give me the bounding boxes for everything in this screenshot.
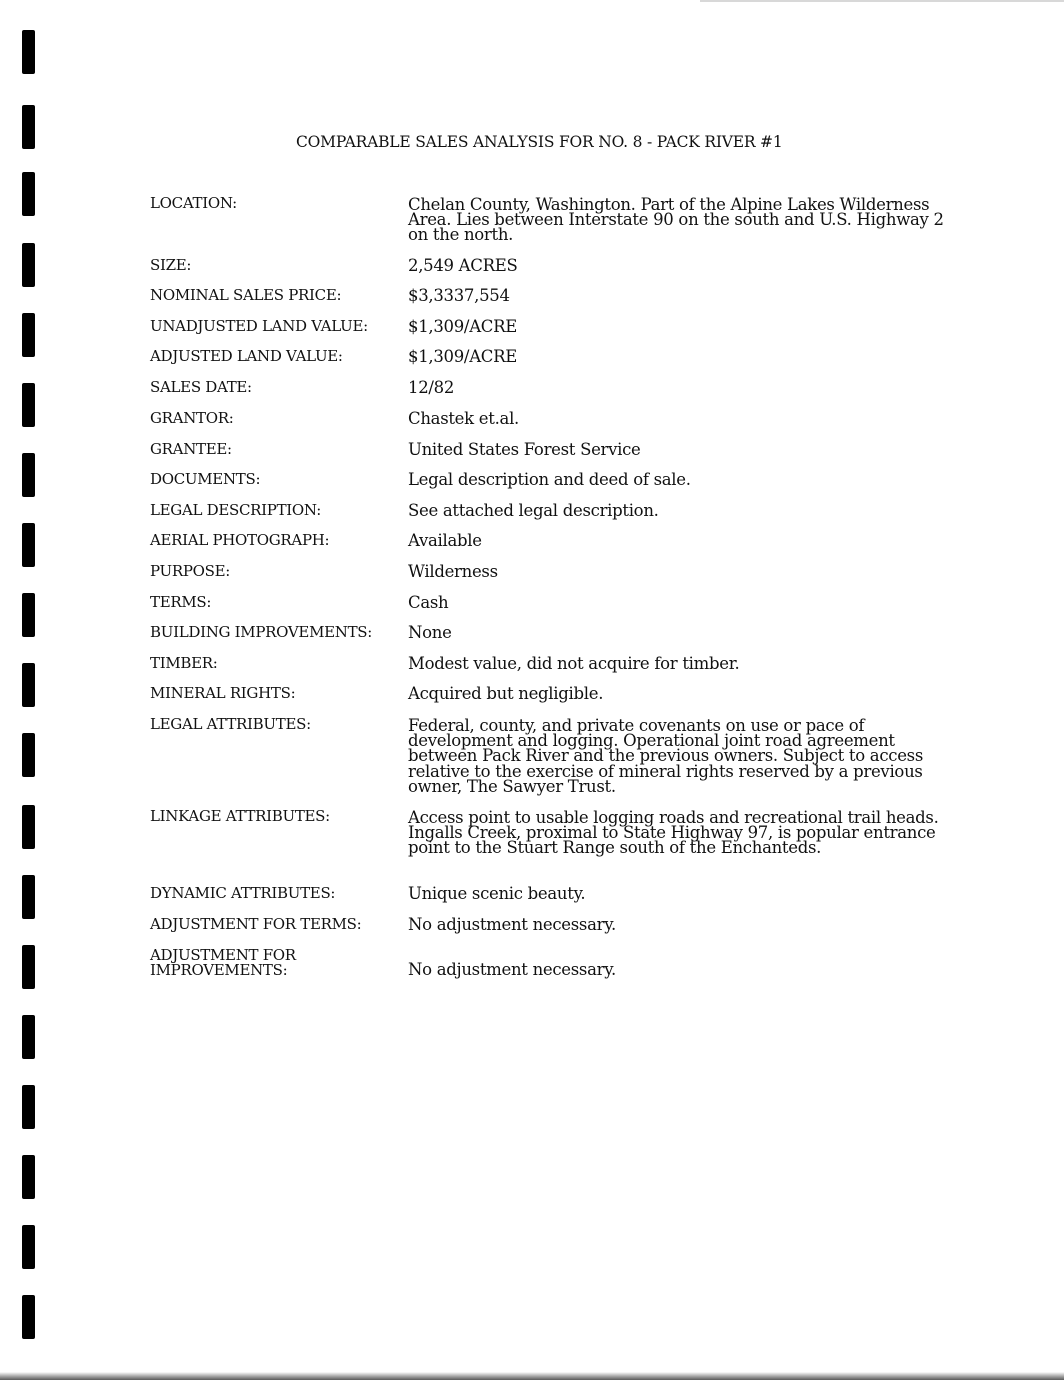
grantee-value: United States Forest Service <box>408 440 641 459</box>
legal-attributes-value: Federal, county, and private covenants on use or pace of development and logging. Operational joint road agreement between Pack River and the previous owners. Subject to access relative to the exercise of mineral rights reserved by a previous owner, The Sawyer Trust. <box>408 716 924 796</box>
linkage-attributes-label: LINKAGE ATTRIBUTES: <box>150 807 330 825</box>
binding-mark <box>22 30 35 74</box>
dynamic-attributes-value: Unique scenic beauty. <box>408 884 586 903</box>
unadjusted-land-value-label: UNADJUSTED LAND VALUE: <box>150 317 368 335</box>
binding-mark <box>22 875 35 919</box>
binding-mark <box>22 313 35 357</box>
timber-label: TIMBER: <box>150 654 218 672</box>
documents-label: DOCUMENTS: <box>150 470 261 488</box>
binding-mark <box>22 105 35 149</box>
sales-date-value: 12/82 <box>408 378 455 397</box>
adjusted-land-value-value: $1,309/ACRE <box>408 347 518 366</box>
binding-mark <box>22 945 35 989</box>
building-improvements-value: None <box>408 623 452 642</box>
adjustment-for-terms-label: ADJUSTMENT FOR TERMS: <box>150 915 362 933</box>
unadjusted-land-value-value: $1,309/ACRE <box>408 317 518 336</box>
terms-value: Cash <box>408 593 449 612</box>
binding-mark <box>22 1295 35 1339</box>
sales-date-label: SALES DATE: <box>150 378 252 396</box>
adjustment-for-improvements-label: ADJUSTMENT FOR IMPROVEMENTS: <box>150 946 296 979</box>
purpose-value: Wilderness <box>408 562 498 581</box>
building-improvements-label: BUILDING IMPROVEMENTS: <box>150 623 373 641</box>
binding-mark <box>22 663 35 707</box>
dynamic-attributes-label: DYNAMIC ATTRIBUTES: <box>150 884 336 902</box>
binding-mark <box>22 805 35 849</box>
adjustment-for-terms-value: No adjustment necessary. <box>408 915 617 934</box>
aerial-photograph-label: AERIAL PHOTOGRAPH: <box>150 531 330 549</box>
mineral-rights-value: Acquired but negligible. <box>408 684 604 703</box>
binding-mark <box>22 243 35 287</box>
mineral-rights-label: MINERAL RIGHTS: <box>150 684 296 702</box>
binding-mark <box>22 172 35 216</box>
documents-value: Legal description and deed of sale. <box>408 470 691 489</box>
location-value: Chelan County, Washington. Part of the Alpine Lakes Wilderness Area. Lies between Interstate 90 on the south and U.S. Highway 2 on the north. <box>408 195 944 245</box>
aerial-photograph-value: Available <box>408 531 482 550</box>
page-edge-top <box>700 0 1064 2</box>
size-value: 2,549 ACRES <box>408 256 518 275</box>
binding-mark <box>22 593 35 637</box>
location-label: LOCATION: <box>150 194 237 212</box>
binding-mark <box>22 733 35 777</box>
nominal-sales-price-value: $3,3337,554 <box>408 286 510 305</box>
binding-mark <box>22 1015 35 1059</box>
binding-mark <box>22 383 35 427</box>
grantor-value: Chastek et.al. <box>408 409 519 428</box>
purpose-label: PURPOSE: <box>150 562 231 580</box>
legal-description-label: LEGAL DESCRIPTION: <box>150 501 321 519</box>
size-label: SIZE: <box>150 256 192 274</box>
binding-mark <box>22 1085 35 1129</box>
timber-value: Modest value, did not acquire for timber. <box>408 654 740 673</box>
legal-attributes-label: LEGAL ATTRIBUTES: <box>150 715 311 733</box>
nominal-sales-price-label: NOMINAL SALES PRICE: <box>150 286 342 304</box>
binding-mark <box>22 453 35 497</box>
adjusted-land-value-label: ADJUSTED LAND VALUE: <box>150 347 343 365</box>
page-edge-bottom <box>0 1372 1064 1380</box>
document-title: COMPARABLE SALES ANALYSIS FOR NO. 8 - PACK RIVER #1 <box>296 133 783 151</box>
linkage-attributes-value: Access point to usable logging roads and recreational trail heads. Ingalls Creek, proximal to State Highway 97, is popular entrance point to the Stuart Range south of the Enchanteds. <box>408 808 939 858</box>
binding-mark <box>22 1155 35 1199</box>
legal-description-value: See attached legal description. <box>408 501 659 520</box>
binding-mark <box>22 1225 35 1269</box>
adjustment-for-improvements-value: No adjustment necessary. <box>408 960 617 979</box>
grantee-label: GRANTEE: <box>150 440 232 458</box>
binding-mark <box>22 523 35 567</box>
terms-label: TERMS: <box>150 593 212 611</box>
grantor-label: GRANTOR: <box>150 409 234 427</box>
